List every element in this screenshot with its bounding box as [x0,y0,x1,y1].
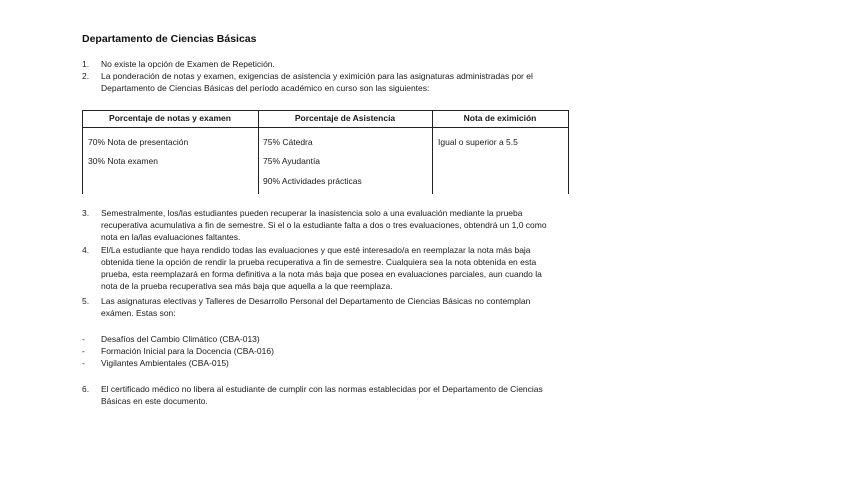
document-title: Departamento de Ciencias Básicas [82,33,257,45]
item-number: 6. [82,384,90,394]
item-text-line: obtenida tiene la opción de rendir la prueba recuperativa a fin de semestre. Cualquiera sea la nota obtenida en esta [101,257,537,267]
item-text-line: Semestralmente, los/las estudiantes pueden recuperar la inasistencia solo a una evaluación mediante la prueba [101,208,523,218]
item-number: 3. [82,208,90,218]
elective-text: Formación Inicial para la Docencia (CBA-016) [101,346,274,356]
table-header-divider [82,127,569,128]
item-text-line: exámen. Estas son: [101,308,176,318]
item-text-line: nota en la/las evaluaciones faltantes. [101,232,241,242]
item-text-line: prueba, esta reemplazará en forma definitiva a la nota más baja que posea en evaluaciones parciales, aun cuando la [101,269,542,279]
item-text-line: El/La estudiante que haya rendido todas las evaluaciones y que esté interesado/a en reemplazar la nota más baja [101,245,531,255]
item-text-line: Las asignaturas electivas y Talleres de Desarrollo Personal del Departamento de Ciencias Básicas no contemplan [101,296,531,306]
item-text-line: Básicas en este documento. [101,396,208,406]
elective-text: Desafíos del Cambio Climático (CBA-013) [101,334,260,344]
item-text-line: Departamento de Ciencias Básicas del período académico en curso son las siguientes: [101,83,430,93]
bullet-dash: - [82,334,85,344]
table-cell: 70% Nota de presentación [88,137,189,147]
grading-table [82,110,569,194]
item-text-line: No existe la opción de Examen de Repetición. [101,59,275,69]
bullet-dash: - [82,358,85,368]
elective-text: Vigilantes Ambientales (CBA-015) [101,358,229,368]
item-number: 1. [82,59,90,69]
item-text-line: La ponderación de notas y examen, exigencias de asistencia y eximición para las asignaturas administradas por el [101,71,533,81]
table-cell: 75% Cátedra [263,137,313,147]
item-number: 2. [82,71,90,81]
table-top-border [82,110,569,111]
item-number: 5. [82,296,90,306]
table-header-exemption: Nota de eximición [463,113,537,123]
bullet-dash: - [82,346,85,356]
item-text-line: El certificado médico no libera al estudiante de cumplir con las normas establecidas por el Departamento de Ciencias [101,384,543,394]
table-cell: 90% Actividades prácticas [263,176,362,186]
table-cell: 30% Nota examen [88,156,158,166]
item-text-line: recuperativa acumulativa a fin de semestre. Si el o la estudiante falta a dos o tres evaluaciones, obtendrá un 1,0 como [101,220,547,230]
table-cell: 75% Ayudantía [263,156,321,166]
table-header-grades: Porcentaje de notas y examen [109,113,231,123]
item-number: 4. [82,245,90,255]
table-cell: Igual o superior a 5.5 [438,137,518,147]
item-text-line: nota de la prueba recuperativa sea más baja que aquella a la que reemplaza. [101,281,393,291]
table-border-right [568,110,569,194]
table-header-attendance: Porcentaje de Asistencia [294,113,396,123]
